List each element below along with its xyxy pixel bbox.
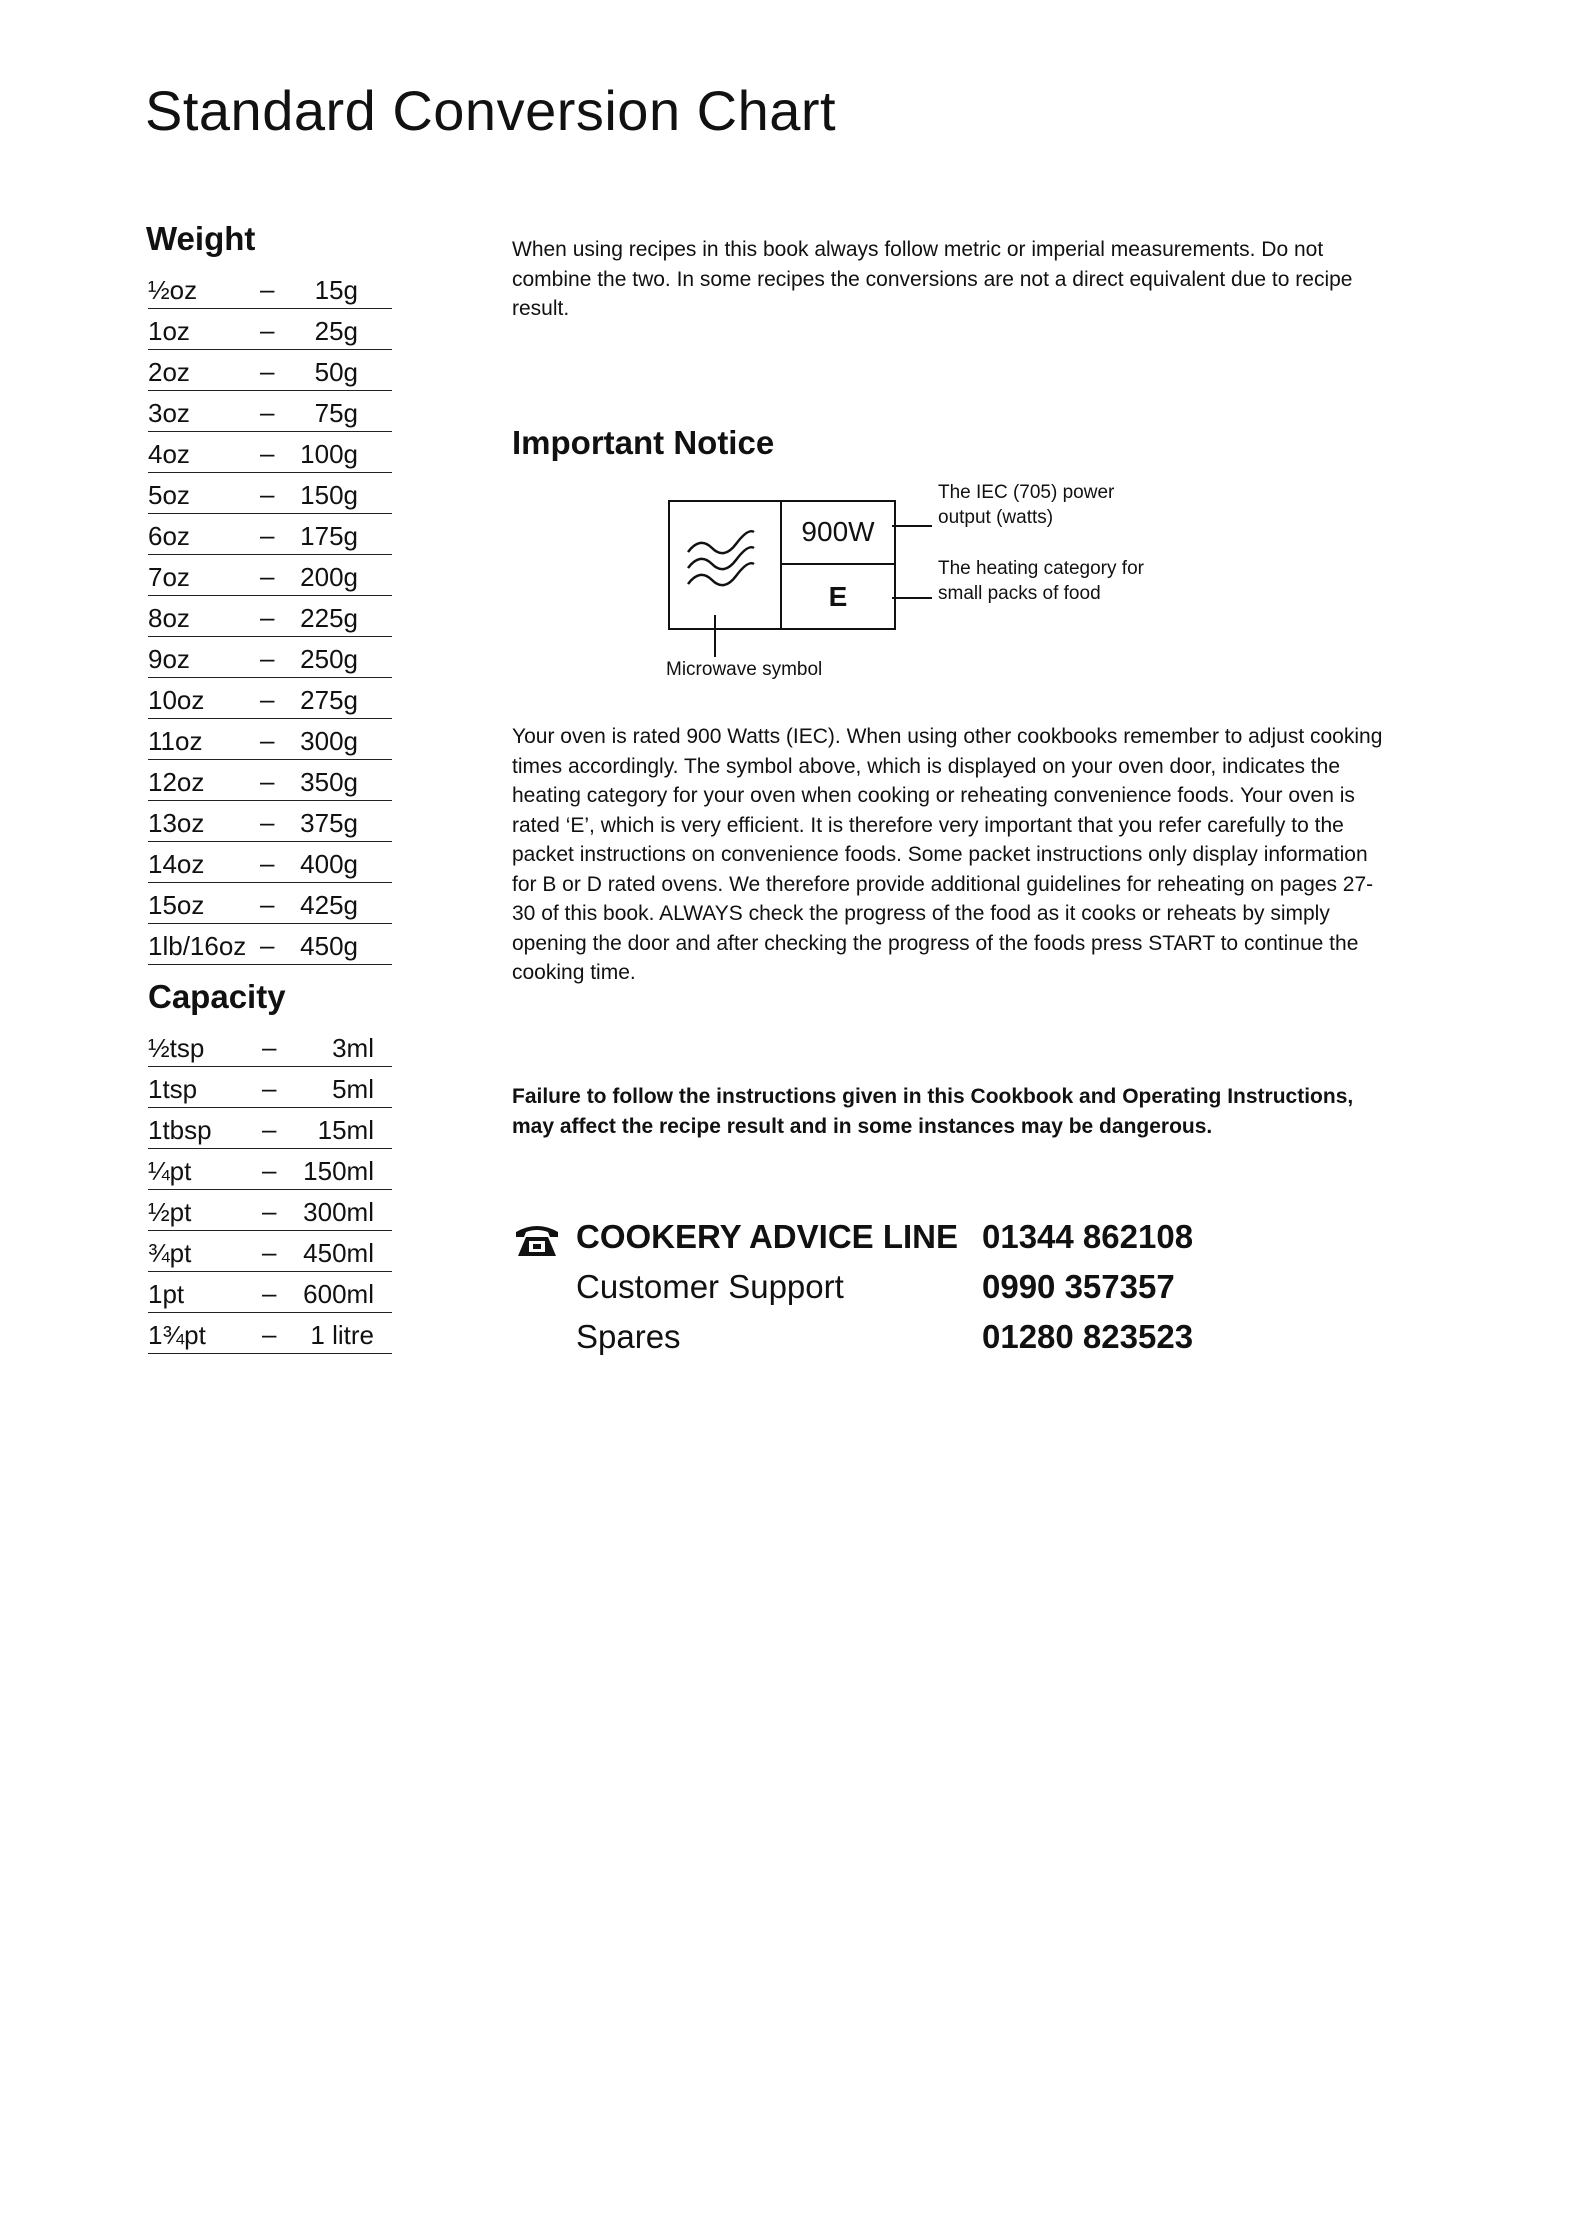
imperial-value: 12oz	[148, 767, 205, 797]
conversion-row	[148, 391, 392, 432]
imperial-value: 13oz	[148, 808, 205, 838]
conversion-row	[148, 1067, 392, 1108]
dash-separator: –	[260, 602, 275, 632]
metric-value: 75g	[314, 398, 358, 428]
metric-value: 250g	[300, 644, 358, 674]
metric-value: 1 litre	[310, 1320, 374, 1350]
conversion-row	[148, 596, 392, 637]
dash-separator: –	[262, 1237, 277, 1267]
warning-text: Failure to follow the instructions given in this Cookbook and Operating Instructions, may affect the recipe result and in some instances may be dangerous.	[512, 1085, 1354, 1138]
capacity-table	[148, 1026, 392, 1354]
dash-separator: –	[260, 274, 275, 304]
notice-heading: Important Notice	[512, 424, 775, 461]
metric-value: 15ml	[317, 1115, 374, 1145]
category-label: The heating category for small packs of food	[938, 558, 1144, 604]
dash-separator: –	[260, 725, 275, 755]
dash-separator: –	[260, 766, 275, 796]
category-value: E	[828, 581, 848, 612]
cookery-advice-line	[512, 1218, 1272, 1264]
dash-separator: –	[260, 643, 275, 673]
weight-heading: Weight	[146, 220, 256, 257]
imperial-value: ½pt	[148, 1197, 192, 1227]
dash-separator: –	[260, 438, 275, 468]
metric-value: 300ml	[303, 1197, 374, 1227]
category-leader-line	[892, 597, 932, 599]
imperial-value: 1oz	[148, 316, 190, 346]
dash-separator: –	[260, 315, 275, 345]
conversion-row	[148, 1272, 392, 1313]
conversion-row	[148, 1190, 392, 1231]
conversion-row	[148, 842, 392, 883]
imperial-value: 11oz	[148, 726, 203, 756]
dash-separator: –	[262, 1155, 277, 1185]
conversion-row	[148, 309, 392, 350]
metric-value: 50g	[314, 357, 358, 387]
metric-value: 175g	[300, 521, 358, 551]
metric-value: 400g	[300, 849, 358, 879]
imperial-value: 8oz	[148, 603, 190, 633]
dash-separator: –	[262, 1114, 277, 1144]
dash-separator: –	[260, 848, 275, 878]
imperial-value: 1¾pt	[148, 1320, 206, 1350]
conversion-row	[148, 473, 392, 514]
contact-label: COOKERY ADVICE LINE	[576, 1218, 958, 1255]
metric-value: 350g	[300, 767, 358, 797]
metric-value: 225g	[300, 603, 358, 633]
conversion-row	[148, 514, 392, 555]
dash-separator: –	[260, 397, 275, 427]
contact-number: 01344 862108	[982, 1218, 1194, 1255]
dash-separator: –	[260, 807, 275, 837]
dash-separator: –	[262, 1196, 277, 1226]
contact-number: 0990 357357	[982, 1268, 1175, 1305]
dash-separator: –	[262, 1278, 277, 1308]
metric-value: 3ml	[332, 1033, 374, 1063]
microwave-symbol-box	[668, 500, 782, 630]
capacity-heading: Capacity	[148, 978, 286, 1015]
metric-value: 200g	[300, 562, 358, 592]
imperial-value: 9oz	[148, 644, 190, 674]
oven-rating-text: Your oven is rated 900 Watts (IEC). When using other cookbooks remember to adjust cooking times accordingly. The symbol above, which is displayed on your oven door, indicates the heating category for your oven when cooking or reheating convenience foods. Your oven is rated ‘E’, which is very efficient. It is therefore very important that you refer carefully to the packet instructions on convenience foods. Some packet instructions only display information for B or D rated ovens. We therefore provide additional guidelines for reheating on pages 27-30 of this book. ALWAYS check the progress of the food as it cooks or reheats by simply opening the door and after checking the progress of the foods press START to continue the cooking time.	[512, 725, 1383, 984]
dash-separator: –	[260, 684, 275, 714]
metric-value: 150g	[300, 480, 358, 510]
page-title: Standard Conversion Chart	[145, 79, 837, 142]
dash-separator: –	[260, 356, 275, 386]
dash-separator: –	[260, 520, 275, 550]
microwave-waves-icon	[670, 502, 780, 628]
conversion-row	[148, 350, 392, 391]
metric-value: 375g	[300, 808, 358, 838]
imperial-value: ½oz	[148, 275, 198, 305]
metric-value: 300g	[300, 726, 358, 756]
power-output-box	[780, 500, 896, 565]
imperial-value: 3oz	[148, 398, 190, 428]
metric-value: 425g	[300, 890, 358, 920]
imperial-value: 14oz	[148, 849, 205, 879]
intro-text: When using recipes in this book always follow metric or imperial measurements. Do not combine the two. In some recipes the conversions are not a direct equivalent due to recipe result.	[512, 238, 1353, 320]
imperial-value: 7oz	[148, 562, 190, 592]
metric-value: 275g	[300, 685, 358, 715]
conversion-row	[148, 637, 392, 678]
imperial-value: 5oz	[148, 480, 190, 510]
conversion-row	[148, 1026, 392, 1067]
metric-value: 25g	[314, 316, 358, 346]
customer-support-line	[512, 1268, 1272, 1314]
conversion-row	[148, 268, 392, 309]
power-leader-line	[892, 525, 932, 527]
conversion-row	[148, 1108, 392, 1149]
telephone-icon	[512, 1222, 562, 1258]
imperial-value: 2oz	[148, 357, 190, 387]
metric-value: 5ml	[332, 1074, 374, 1104]
imperial-value: ¾pt	[148, 1238, 192, 1268]
symbol-label: Microwave symbol	[666, 659, 823, 680]
conversion-row	[148, 678, 392, 719]
conversion-row	[148, 924, 392, 965]
imperial-value: 15oz	[148, 890, 205, 920]
imperial-value: 1tsp	[148, 1074, 198, 1104]
conversion-row	[148, 719, 392, 760]
conversion-row	[148, 555, 392, 596]
spares-line	[512, 1318, 1272, 1364]
conversion-row	[148, 883, 392, 924]
metric-value: 450g	[300, 931, 358, 961]
dash-separator: –	[260, 889, 275, 919]
imperial-value: 4oz	[148, 439, 190, 469]
contact-label: Customer Support	[576, 1268, 844, 1305]
dash-separator: –	[262, 1073, 277, 1103]
heating-category-box	[780, 563, 896, 630]
symbol-leader-line	[714, 615, 716, 657]
dash-separator: –	[260, 930, 275, 960]
conversion-row	[148, 1231, 392, 1272]
conversion-row	[148, 760, 392, 801]
contact-label: Spares	[576, 1318, 681, 1355]
imperial-value: 1pt	[148, 1279, 185, 1309]
metric-value: 150ml	[303, 1156, 374, 1186]
dash-separator: –	[262, 1319, 277, 1349]
conversion-row	[148, 432, 392, 473]
metric-value: 450ml	[303, 1238, 374, 1268]
conversion-row	[148, 1149, 392, 1190]
imperial-value: ½tsp	[148, 1033, 205, 1063]
weight-table	[148, 268, 392, 965]
conversion-row	[148, 1313, 392, 1354]
metric-value: 15g	[314, 275, 358, 305]
contact-number: 01280 823523	[982, 1318, 1194, 1355]
imperial-value: ¼pt	[148, 1156, 192, 1186]
power-label: The IEC (705) power output (watts)	[938, 482, 1115, 528]
imperial-value: 6oz	[148, 521, 190, 551]
imperial-value: 1lb/16oz	[148, 931, 247, 961]
conversion-row	[148, 801, 392, 842]
dash-separator: –	[260, 479, 275, 509]
imperial-value: 10oz	[148, 685, 205, 715]
power-value: 900W	[801, 516, 875, 547]
dash-separator: –	[262, 1032, 277, 1062]
dash-separator: –	[260, 561, 275, 591]
imperial-value: 1tbsp	[148, 1115, 212, 1145]
metric-value: 100g	[300, 439, 358, 469]
metric-value: 600ml	[303, 1279, 374, 1309]
